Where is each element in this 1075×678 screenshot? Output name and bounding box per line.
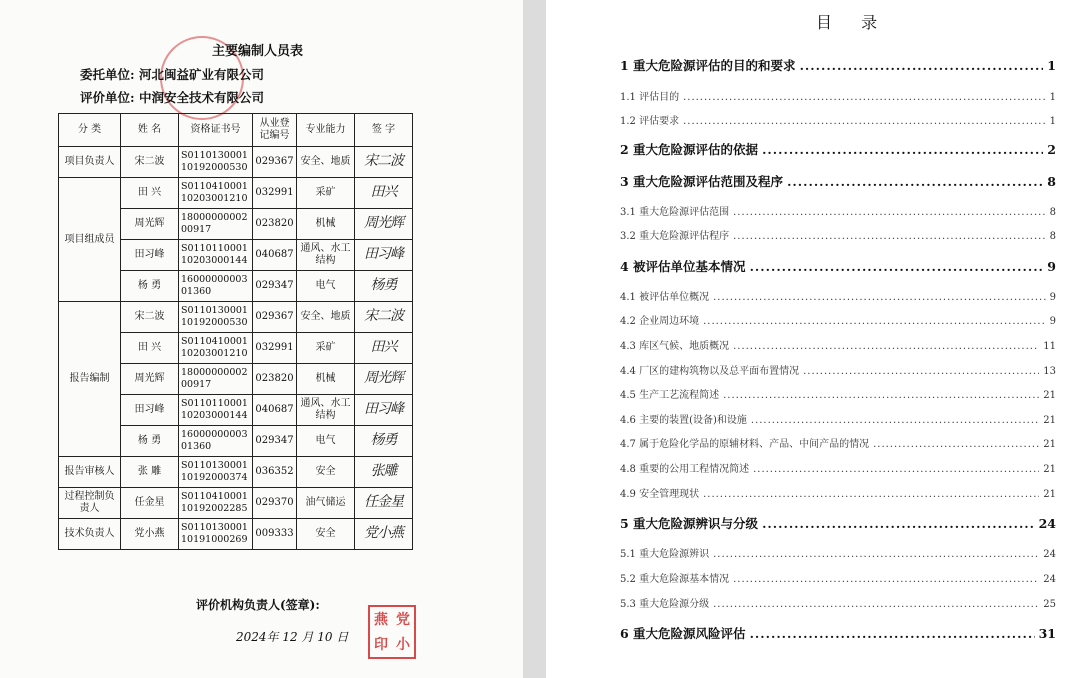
handwritten-signature: 田兴 <box>370 184 397 200</box>
handwritten-signature: 杨勇 <box>370 277 397 293</box>
signature-cell <box>355 426 413 457</box>
table-header-cell: 专业能力 <box>297 114 355 147</box>
table-header-cell: 从业登记编号 <box>253 114 297 147</box>
cert-number-cell: S011013000110192000374 <box>179 457 253 488</box>
signature-cell <box>355 333 413 364</box>
name-cell: 张 雕 <box>121 457 179 488</box>
registration-number-cell: 029370 <box>253 488 297 519</box>
registration-number-cell: 029367 <box>253 302 297 333</box>
signature-cell <box>355 147 413 178</box>
toc-page-number: 8 <box>1047 174 1056 189</box>
registration-number-cell: 036352 <box>253 457 297 488</box>
toc-page-number: 1 <box>1049 92 1056 103</box>
handwritten-signature: 杨勇 <box>370 432 397 448</box>
toc-page-number: 8 <box>1049 207 1056 218</box>
signature-cell <box>355 178 413 209</box>
signature-cell <box>355 364 413 395</box>
skill-cell: 安全 <box>297 457 355 488</box>
toc-entry-title: 3.2 重大危险源评估程序 <box>620 231 730 242</box>
handwritten-signature: 任金星 <box>364 494 403 510</box>
toc-page-number: 11 <box>1043 341 1056 352</box>
toc-entry[interactable] <box>620 624 1056 642</box>
toc-leader-dots <box>713 292 1046 303</box>
toc-entry-title: 4.6 主要的装置(设备)和设施 <box>620 415 747 426</box>
toc-leader-dots <box>713 549 1039 560</box>
cert-number-cell: S011041000110203001210 <box>179 333 253 364</box>
signature-cell <box>355 271 413 302</box>
toc-entry[interactable] <box>620 203 1056 218</box>
registration-number-cell: 029347 <box>253 271 297 302</box>
name-cell: 田习峰 <box>121 395 179 426</box>
skill-cell: 机械 <box>297 364 355 395</box>
toc-entry[interactable] <box>620 257 1056 275</box>
toc-page-number: 21 <box>1043 489 1056 500</box>
toc-entry-title: 4.2 企业周边环境 <box>620 316 700 327</box>
client-line <box>80 65 264 83</box>
signature-cell <box>355 457 413 488</box>
toc-entry-title: 4.3 库区气候、地质概况 <box>620 341 730 352</box>
registration-number-cell: 029347 <box>253 426 297 457</box>
toc-entry-title: 2 重大危险源评估的依据 <box>620 142 759 157</box>
stamp-char: 党 <box>396 611 410 628</box>
staff-table <box>58 113 413 550</box>
stamp-char: 燕 <box>374 611 388 628</box>
evaluator-line <box>80 88 264 106</box>
toc-entry[interactable] <box>620 485 1056 500</box>
name-cell: 杨 勇 <box>121 271 179 302</box>
toc-entry[interactable] <box>620 140 1056 158</box>
role-category-cell: 项目负责人 <box>59 147 121 178</box>
skill-cell: 安全 <box>297 519 355 550</box>
toc-entry-title: 5.3 重大危险源分级 <box>620 599 710 610</box>
toc-page-number: 25 <box>1043 599 1056 610</box>
toc-page-number: 31 <box>1038 626 1056 641</box>
name-cell: 田 兴 <box>121 178 179 209</box>
toc-entry[interactable] <box>620 56 1056 74</box>
skill-cell: 采矿 <box>297 178 355 209</box>
cert-number-cell: 1800000000200917 <box>179 209 253 240</box>
signature-date: 2024年 12 月 10 日 <box>236 630 349 644</box>
table-header-cell: 资格证书号 <box>179 114 253 147</box>
registration-number-cell: 009333 <box>253 519 297 550</box>
toc-leader-dots <box>753 464 1039 475</box>
handwritten-signature: 宋二波 <box>364 153 403 169</box>
skill-cell: 油气储运 <box>297 488 355 519</box>
toc-entry[interactable] <box>620 514 1056 532</box>
toc-page-number: 9 <box>1049 316 1056 327</box>
skill-cell: 采矿 <box>297 333 355 364</box>
toc-entry[interactable] <box>620 595 1056 610</box>
toc-leader-dots <box>713 599 1039 610</box>
cert-number-cell: S011013000110192000530 <box>179 147 253 178</box>
name-cell: 杨 勇 <box>121 426 179 457</box>
name-cell: 周光辉 <box>121 209 179 240</box>
toc-entry-title: 4.1 被评估单位概况 <box>620 292 710 303</box>
name-cell: 任金星 <box>121 488 179 519</box>
toc-entry[interactable] <box>620 227 1056 242</box>
stamp-char: 印 <box>374 636 388 653</box>
toc-title: 目 录 <box>816 13 890 32</box>
toc-leader-dots <box>803 366 1039 377</box>
skill-cell: 电气 <box>297 426 355 457</box>
handwritten-signature: 田习峰 <box>364 246 403 262</box>
toc-leader-dots <box>733 341 1039 352</box>
toc-leader-dots <box>733 231 1046 242</box>
toc-page-number: 13 <box>1043 366 1056 377</box>
toc-leader-dots <box>723 390 1039 401</box>
role-category-cell: 报告编制 <box>59 302 121 457</box>
toc-leader-dots <box>787 174 1043 189</box>
registration-number-cell: 040687 <box>253 395 297 426</box>
skill-cell: 安全、地质 <box>297 302 355 333</box>
toc-entry[interactable] <box>620 337 1056 352</box>
stamp-char: 小 <box>396 636 410 653</box>
cert-number-cell: 1800000000200917 <box>179 364 253 395</box>
skill-cell: 电气 <box>297 271 355 302</box>
toc-entry[interactable] <box>620 411 1056 426</box>
name-cell: 党小燕 <box>121 519 179 550</box>
toc-entry-title: 4.4 厂区的建构筑物以及总平面布置情况 <box>620 366 800 377</box>
toc-entry-title: 4.5 生产工艺流程简述 <box>620 390 720 401</box>
toc-entry-title: 5.2 重大危险源基本情况 <box>620 574 730 585</box>
signature-cell <box>355 302 413 333</box>
toc-leader-dots <box>762 142 1043 157</box>
handwritten-signature: 张雕 <box>370 463 397 479</box>
toc-entry-title: 4.8 重要的公用工程情况简述 <box>620 464 750 475</box>
right-document-page <box>546 0 1075 678</box>
toc-entry[interactable] <box>620 545 1056 560</box>
left-document-page <box>0 0 523 678</box>
toc-leader-dots <box>873 439 1039 450</box>
cert-number-cell: S011011000110203000144 <box>179 395 253 426</box>
toc-entry[interactable] <box>620 88 1056 103</box>
toc-page-number: 1 <box>1049 116 1056 127</box>
registration-number-cell: 040687 <box>253 240 297 271</box>
toc-leader-dots <box>750 259 1044 274</box>
cert-number-cell: S011041000110203001210 <box>179 178 253 209</box>
table-header-cell: 签 字 <box>355 114 413 147</box>
toc-entry-title: 1 重大危险源评估的目的和要求 <box>620 58 796 73</box>
toc-page-number: 21 <box>1043 415 1056 426</box>
role-category-cell: 项目组成员 <box>59 178 121 302</box>
staff-table-title: 主要编制人员表 <box>212 44 304 59</box>
skill-cell: 安全、地质 <box>297 147 355 178</box>
signature-cell <box>355 240 413 271</box>
toc-leader-dots <box>762 516 1035 531</box>
toc-entry-title: 3.1 重大危险源评估范围 <box>620 207 730 218</box>
toc-entry[interactable] <box>620 362 1056 377</box>
personal-seal-stamp <box>368 605 416 659</box>
toc-entry[interactable] <box>620 386 1056 401</box>
signature-cell <box>355 519 413 550</box>
client-label: 委托单位: <box>80 67 135 82</box>
toc-page-number: 21 <box>1043 439 1056 450</box>
table-header-cell: 姓 名 <box>121 114 179 147</box>
toc-leader-dots <box>800 58 1044 73</box>
toc-entry-title: 4 被评估单位基本情况 <box>620 259 746 274</box>
handwritten-signature: 宋二波 <box>364 308 403 324</box>
toc-page-number: 8 <box>1049 231 1056 242</box>
handwritten-signature: 党小燕 <box>364 525 403 541</box>
evaluator-name: 中润安全技术有限公司 <box>138 90 264 105</box>
toc-entry[interactable] <box>620 312 1056 327</box>
signature-cell <box>355 488 413 519</box>
toc-leader-dots <box>683 92 1046 103</box>
handwritten-signature: 田兴 <box>370 339 397 355</box>
toc-entry-title: 4.7 属于危险化学品的原辅材料、产品、中间产品的情况 <box>620 439 870 450</box>
table-row <box>59 519 413 550</box>
client-name: 河北闽益矿业有限公司 <box>138 67 264 82</box>
role-category-cell: 技术负责人 <box>59 519 121 550</box>
toc-page-number: 21 <box>1043 390 1056 401</box>
registration-number-cell: 032991 <box>253 178 297 209</box>
toc-page-number: 24 <box>1043 574 1056 585</box>
table-row <box>59 302 413 333</box>
cert-number-cell: 1600000000301360 <box>179 271 253 302</box>
toc-leader-dots <box>733 207 1046 218</box>
toc-entry-title: 6 重大危险源风险评估 <box>620 626 746 641</box>
toc-page-number: 1 <box>1047 58 1056 73</box>
cert-number-cell: 1600000000301360 <box>179 426 253 457</box>
skill-cell: 机械 <box>297 209 355 240</box>
table-header-row <box>59 114 413 147</box>
toc-page-number: 24 <box>1038 516 1056 531</box>
toc-entry[interactable] <box>620 172 1056 190</box>
name-cell: 宋二波 <box>121 302 179 333</box>
registration-number-cell: 023820 <box>253 364 297 395</box>
skill-cell: 通风、水工结构 <box>297 240 355 271</box>
toc-entry-title: 5.1 重大危险源辨识 <box>620 549 710 560</box>
toc-leader-dots <box>683 116 1046 127</box>
toc-entry-title: 1.1 评估目的 <box>620 92 680 103</box>
table-header-cell: 分 类 <box>59 114 121 147</box>
toc-page-number: 9 <box>1049 292 1056 303</box>
handwritten-signature: 周光辉 <box>364 370 403 386</box>
evaluator-label: 评价单位: <box>80 90 135 105</box>
role-category-cell: 过程控制负责人 <box>59 488 121 519</box>
toc-entry-title: 1.2 评估要求 <box>620 116 680 127</box>
registration-number-cell: 032991 <box>253 333 297 364</box>
handwritten-signature: 田习峰 <box>364 401 403 417</box>
registration-number-cell: 023820 <box>253 209 297 240</box>
toc-entry-title: 3 重大危险源评估范围及程序 <box>620 174 784 189</box>
role-category-cell: 报告审核人 <box>59 457 121 488</box>
toc-leader-dots <box>703 316 1046 327</box>
toc-entry[interactable] <box>620 112 1056 127</box>
name-cell: 周光辉 <box>121 364 179 395</box>
toc-entry[interactable] <box>620 460 1056 475</box>
toc-page-number: 9 <box>1047 259 1056 274</box>
toc-page-number: 24 <box>1043 549 1056 560</box>
cert-number-cell: S011013000110191000269 <box>179 519 253 550</box>
toc-entry[interactable] <box>620 435 1056 450</box>
signature-cell <box>355 209 413 240</box>
toc-entry[interactable] <box>620 288 1056 303</box>
signature-cell <box>355 395 413 426</box>
skill-cell: 通风、水工结构 <box>297 395 355 426</box>
registration-number-cell: 029367 <box>253 147 297 178</box>
table-row <box>59 488 413 519</box>
cert-number-cell: S011011000110203000144 <box>179 240 253 271</box>
evaluator-head-signature-label: 评价机构负责人(签章): <box>196 598 320 612</box>
cert-number-cell: S011013000110192000530 <box>179 302 253 333</box>
toc-entry[interactable] <box>620 570 1056 585</box>
table-row <box>59 457 413 488</box>
toc-entry-title: 5 重大危险源辨识与分级 <box>620 516 759 531</box>
name-cell: 田习峰 <box>121 240 179 271</box>
toc-leader-dots <box>703 489 1039 500</box>
name-cell: 田 兴 <box>121 333 179 364</box>
toc-page-number: 21 <box>1043 464 1056 475</box>
toc-page-number: 2 <box>1047 142 1056 157</box>
handwritten-signature: 周光辉 <box>364 215 403 231</box>
name-cell: 宋二波 <box>121 147 179 178</box>
table-row <box>59 147 413 178</box>
toc-entry-title: 4.9 安全管理现状 <box>620 489 700 500</box>
cert-number-cell: S011041000110192002285 <box>179 488 253 519</box>
table-row <box>59 178 413 209</box>
toc-leader-dots <box>733 574 1039 585</box>
toc-leader-dots <box>751 415 1039 426</box>
toc-leader-dots <box>750 626 1035 641</box>
